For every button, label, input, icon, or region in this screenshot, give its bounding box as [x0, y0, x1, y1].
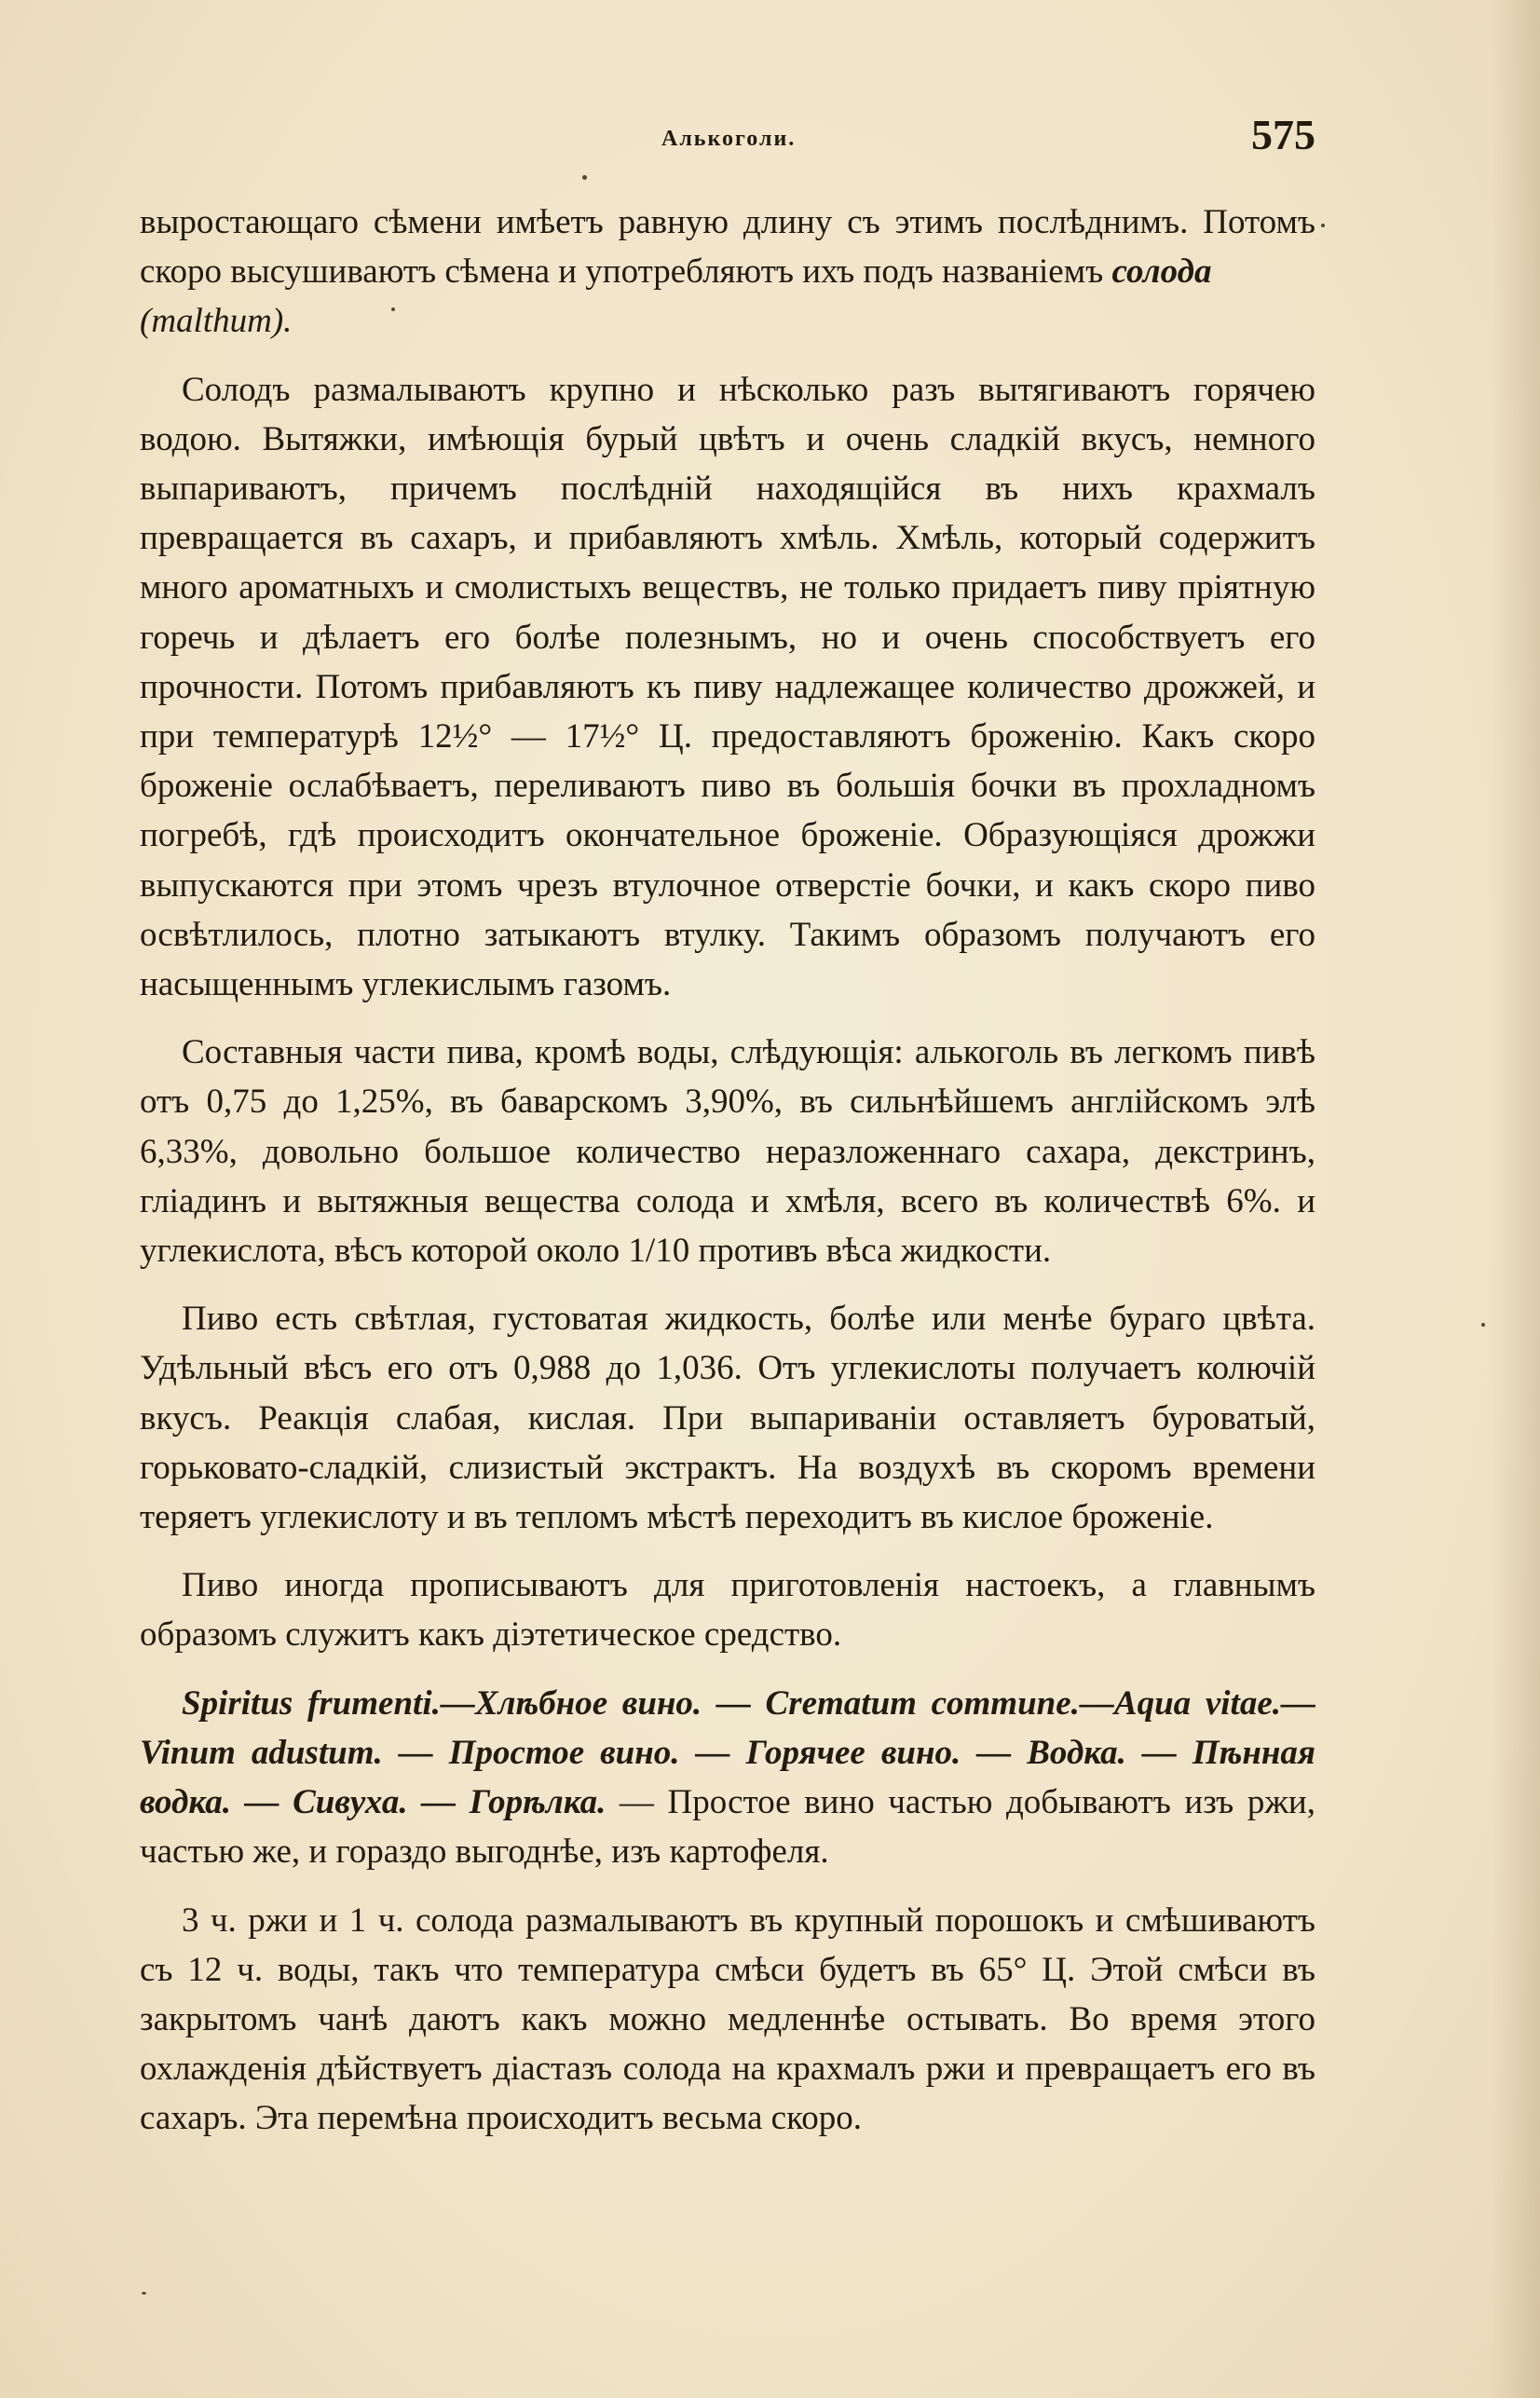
paragraph-6-text: — Простое вино частью добываютъ изъ ржи, частью же, и гораздо выгоднѣе, изъ картофеля.: [140, 1783, 1315, 1872]
paragraph-6-synonyms: Spiritus frumenti.—Хлѣбное вино. — Crematum commune.—Aqua vitae.— Vinum adustum. — Простое вино. — Горячее вино. — Водка. — Пѣнная водка. — Сивуха. — Горѣлка.: [140, 1683, 1315, 1822]
paragraph-3: Составныя части пива, кромѣ воды, слѣдующія: алькоголь въ легкомъ пивѣ отъ 0,75 до 1,25%, въ баварскомъ 3,90%, въ сильнѣйшемъ англійскомъ элѣ 6,33%, довольно большое количество неразложеннаго сахара, декстринъ, гліадинъ и вытяжныя вещества солода и хмѣля, всего въ количествѣ 6%. и углекислота, вѣсъ которой около 1/10 противъ вѣса жидкости.: [140, 1033, 1315, 1271]
page-number: 575: [1251, 111, 1315, 158]
paragraph-4: Пиво есть свѣтлая, густоватая жидкость, болѣе или менѣе бураго цвѣта. Удѣльный вѣсъ его отъ 0,988 до 1,036. Отъ углекислоты получаетъ колючій вкусъ. Реакція слабая, кислая. При выпариваніи оставляетъ буроватый, горьковато-сладкій, слизистый экстрактъ. На воздухѣ въ скоромъ времени теряетъ углекислоту и въ тепломъ мѣстѣ переходитъ въ кислое броженіе.: [140, 1300, 1315, 1537]
paragraph-7: 3 ч. ржи и 1 ч. солода размалываютъ въ крупный порошокъ и смѣшиваютъ съ 12 ч. воды, такъ что температура смѣси будетъ въ 65° Ц. Этой смѣси въ закрытомъ чанѣ даютъ какъ можно медленнѣе остывать. Во время этого охлажденія дѣйствуетъ діастазъ солода на крахмалъ ржи и превращаетъ его въ сахаръ. Эта перемѣна происходитъ весьма скоро.: [140, 1901, 1315, 2138]
paragraph-5: Пиво иногда прописываютъ для приготовленія настоекъ, а главнымъ образомъ служитъ какъ діэтетическое средство.: [140, 1566, 1315, 1655]
paper-speck: [1321, 224, 1325, 227]
paper-speck: [1481, 1323, 1485, 1327]
paragraph-6: [140, 1679, 1315, 1877]
paragraph-1-text: выростающаго сѣмени имѣетъ равную длину съ этимъ послѣднимъ. Потомъ скоро высушиваютъ сѣмена и употребляютъ ихъ подъ названіемъ: [140, 203, 1315, 292]
paragraph-2: Солодъ размалываютъ крупно и нѣсколько разъ вытягиваютъ горячею водою. Вытяжки, имѣющія бурый цвѣтъ и очень сладкій вкусъ, немного выпариваютъ, причемъ послѣдній находящійся въ нихъ крахмалъ превращается въ сахаръ, и прибавляютъ хмѣль. Хмѣль, который содержитъ много ароматныхъ и смолистыхъ веществъ, не только придаетъ пиву пріятную горечь и дѣлаетъ его болѣе полезнымъ, но и очень способствуетъ его прочности. Потомъ прибавляютъ къ пиву надлежащее количество дрожжей, и при температурѣ 12½° — 17½° Ц. предоставляютъ броженію. Какъ скоро броженіе ослабѣваетъ, переливаютъ пиво въ большія бочки въ прохладномъ погребѣ, гдѣ происходитъ окончательное броженіе. Образующіяся дрожжи выпускаются при этомъ чрезъ втулочное отверстіе бочки, и какъ скоро пиво освѣтлилось, плотно затыкаютъ втулку. Такимъ образомъ получаютъ его насыщеннымъ углекислымъ газомъ.: [140, 370, 1315, 1004]
page-header: [140, 110, 1315, 166]
page-edge-shadow: [1491, 0, 1540, 2398]
paragraph-1-term: солода: [1111, 252, 1212, 292]
body-text: [140, 198, 1315, 2162]
paper-speck: [142, 2292, 146, 2295]
running-head: Алькоголи.: [661, 127, 797, 151]
paragraph-1: [140, 198, 1315, 347]
paper-speck: [582, 175, 587, 180]
paragraph-1-latin: (malthum).: [140, 302, 293, 341]
